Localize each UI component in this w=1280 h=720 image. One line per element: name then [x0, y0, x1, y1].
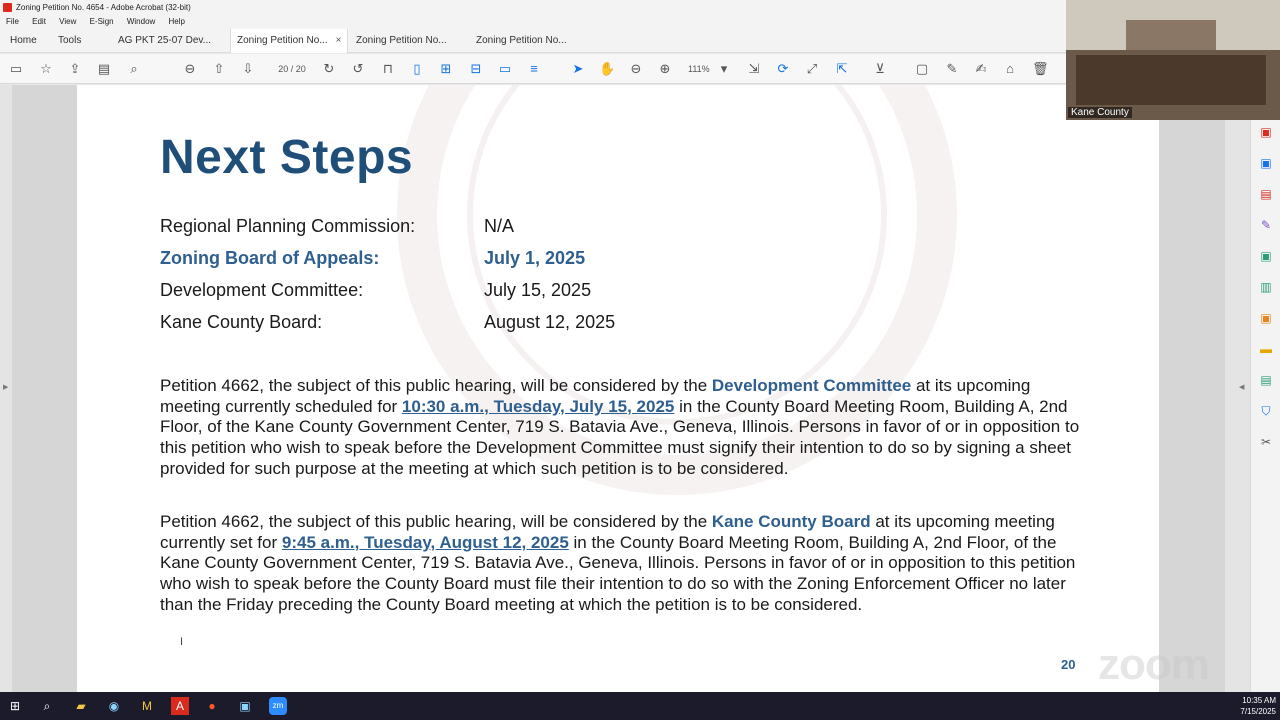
tab-document-1[interactable] [112, 29, 217, 53]
taskbar-search-icon[interactable]: ⌕ [43, 699, 51, 713]
video-tables [1076, 55, 1266, 105]
zoom-dropdown-chevron-icon[interactable]: ▾ [720, 61, 728, 76]
zoom-level-field[interactable]: 111% [688, 64, 710, 74]
windows-taskbar [0, 692, 1280, 720]
menu-window[interactable]: Window [126, 17, 156, 26]
comment-icon[interactable]: ▢ [915, 61, 929, 76]
create-pdf-icon[interactable]: ▯ [413, 61, 421, 76]
tab-label: Zoning Petition No... [237, 35, 328, 46]
schedule-label: Zoning Board of Appeals: [160, 248, 380, 268]
right-tools-panel [1250, 120, 1280, 692]
county-board-paragraph [160, 512, 1080, 616]
export-pdf-icon[interactable]: ▣ [1260, 125, 1272, 139]
text-cursor-icon: I [180, 636, 184, 648]
right-panel-gutter [1225, 85, 1250, 692]
slide-page-number: 20 [1061, 657, 1076, 672]
menu-file[interactable]: File [6, 17, 19, 26]
undo-icon[interactable]: ↺ [352, 61, 364, 76]
tag-icon[interactable]: ⌂ [1006, 61, 1014, 76]
draw-icon[interactable]: ✍ [975, 61, 987, 76]
zoom-out-icon[interactable]: ⊖ [630, 61, 642, 76]
video-bench [1126, 20, 1216, 50]
tab-document-2[interactable] [230, 29, 348, 53]
meeting-datetime-link[interactable]: 9:45 a.m., Tuesday, August 12, 2025 [281, 532, 569, 552]
tab-label: Zoning Petition No... [476, 35, 567, 46]
upload-icon[interactable]: ⇪ [69, 61, 81, 76]
print-production-icon[interactable]: ▤ [1260, 373, 1272, 387]
schedule-label: Kane County Board: [160, 312, 323, 332]
organize-pages-icon[interactable]: ⊞ [440, 61, 452, 76]
para-text: at its upcoming meeting currently set for [160, 512, 1055, 552]
media-player-icon[interactable]: ● [208, 699, 216, 713]
tab-tools[interactable]: Tools [58, 35, 82, 46]
highlight-pen-icon[interactable]: ✎ [946, 61, 958, 76]
schedule-value: N/A [484, 216, 515, 236]
para-text: at its upcoming meeting currently scheduled for [160, 376, 1031, 416]
more-tools-wrench-icon[interactable]: ✂ [1260, 435, 1272, 449]
combine-files-icon[interactable]: ▤ [1260, 187, 1272, 201]
video-caption: Kane County [1068, 107, 1132, 118]
first-page-icon[interactable]: ⊖ [184, 61, 196, 76]
previous-page-icon[interactable]: ⇧ [213, 61, 225, 76]
page-number-field[interactable] [266, 60, 318, 78]
acrobat-app-icon [3, 3, 12, 12]
edit-pdf-icon[interactable]: ⟳ [777, 61, 789, 76]
close-tab-icon[interactable]: × [335, 35, 342, 46]
organize-pages-tool-icon[interactable]: ▥ [1260, 280, 1272, 294]
chrome-browser-icon[interactable]: ◉ [108, 699, 120, 713]
fit-page-icon[interactable]: ⊓ [382, 61, 394, 76]
file-explorer-icon[interactable]: ▰ [76, 699, 86, 713]
menu-edit[interactable]: Edit [32, 17, 46, 26]
board-name: Kane County Board [711, 512, 871, 531]
schedule-value: July 15, 2025 [484, 280, 592, 300]
rotate-icon[interactable]: ↻ [323, 61, 335, 76]
schedule-label: Regional Planning Commission: [160, 216, 416, 236]
edit-pdf-tool-icon[interactable]: ▣ [1260, 249, 1272, 263]
window-title: Zoning Petition No. 4654 - Adobe Acrobat (32-bit) [16, 3, 191, 12]
zoom-app-icon[interactable]: zm [269, 697, 287, 715]
menu-view[interactable]: View [59, 17, 77, 26]
slide-title: Next Steps [160, 131, 414, 184]
create-pdf-tool-icon[interactable]: ▣ [1260, 156, 1272, 170]
next-page-icon[interactable]: ⇩ [242, 61, 254, 76]
teams-icon[interactable]: ▣ [239, 699, 251, 713]
present-icon[interactable]: ▭ [498, 61, 512, 76]
two-page-icon[interactable]: ⊟ [470, 61, 482, 76]
committee-name: Development Committee [711, 376, 912, 395]
export-icon[interactable]: ⇱ [836, 61, 848, 76]
schedule-label: Development Committee: [160, 280, 364, 300]
current-page: 20 [278, 64, 289, 74]
search-icon[interactable]: ⌕ [130, 61, 138, 76]
stamp-icon[interactable]: ⊻ [875, 61, 885, 76]
para-text: in the County Board Meeting Room, Building A, 2nd Floor, of the Kane County Government Center, 719 S. Batavia Ave., Geneva, Illinois. Persons in favor of or in opposition to this petition who wish to speak before the County Board must file their intention to do so with the Zoning Enforcement Officer no later than the Friday preceding the County Board meeting at which the petition is to be considered. [160, 532, 1076, 614]
page-separator: / [290, 64, 294, 74]
para-text: Petition 4662, the subject of this public hearing, will be considered by the [160, 376, 712, 395]
tab-label: AG PKT 25-07 Dev... [118, 35, 212, 46]
comment-tool-icon[interactable]: ▬ [1260, 342, 1272, 356]
meeting-datetime-link[interactable]: 10:30 a.m., Tuesday, July 15, 2025 [401, 396, 675, 416]
start-windows-icon[interactable]: ⊞ [9, 699, 21, 713]
tab-label: Zoning Petition No... [356, 35, 447, 46]
tab-document-3[interactable] [350, 29, 453, 53]
scroll-mode-icon[interactable]: ≡ [530, 61, 538, 76]
acrobat-taskbar-icon[interactable]: A [171, 697, 189, 715]
mail-app-icon[interactable]: M [142, 699, 152, 713]
select-cursor-icon[interactable]: ➤ [572, 61, 584, 76]
schedule-value: July 1, 2025 [484, 248, 586, 268]
scan-ocr-icon[interactable]: ▣ [1260, 311, 1272, 325]
expand-left-arrow-icon[interactable]: ▶ [3, 384, 9, 391]
print-icon[interactable]: ▤ [97, 61, 111, 76]
collapse-right-arrow-icon[interactable]: ◀ [1239, 384, 1245, 391]
tab-document-4[interactable] [470, 29, 573, 53]
clock-time: 10:35 AM [1242, 696, 1276, 705]
menu-help[interactable]: Help [168, 17, 185, 26]
hand-tool-icon[interactable]: ✋ [599, 61, 616, 76]
left-panel-toggle[interactable] [0, 85, 12, 692]
protect-shield-icon[interactable]: ⛉ [1261, 404, 1271, 418]
zoom-logo-watermark: zoom [1098, 640, 1209, 689]
menu-esign[interactable]: E-Sign [89, 17, 114, 26]
para-text: in the County Board Meeting Room, Building A, 2nd Floor, of the Kane County Government Center, 719 S. Batavia Ave., Geneva, Illinois. Persons in favor of or in opposition to this petition who wish to speak before the Development Committee must signify their intention to do so by signing a sheet provided for such purpose at the meeting at which such petition is to be considered. [160, 396, 1080, 478]
full-screen-icon[interactable]: ⤢ [806, 61, 818, 76]
zoom-in-icon[interactable]: ⊕ [659, 61, 671, 76]
para-text: Petition 4662, the subject of this public hearing, will be considered by the [160, 512, 712, 531]
system-clock[interactable] [1236, 695, 1276, 717]
meeting-video-thumbnail[interactable] [1066, 0, 1280, 120]
clock-date: 7/15/2025 [1240, 707, 1276, 716]
delete-icon[interactable]: 🗑 [1032, 61, 1049, 76]
schedule-value: August 12, 2025 [484, 312, 616, 332]
fill-sign-icon[interactable]: ✎ [1260, 218, 1272, 232]
tab-home[interactable]: Home [10, 35, 37, 46]
development-committee-paragraph [160, 376, 1080, 480]
save-icon[interactable]: ▭ [9, 61, 23, 76]
fit-width-icon[interactable]: ⇲ [748, 61, 760, 76]
total-pages: 20 [295, 64, 306, 74]
bookmark-star-icon[interactable]: ☆ [40, 61, 52, 76]
